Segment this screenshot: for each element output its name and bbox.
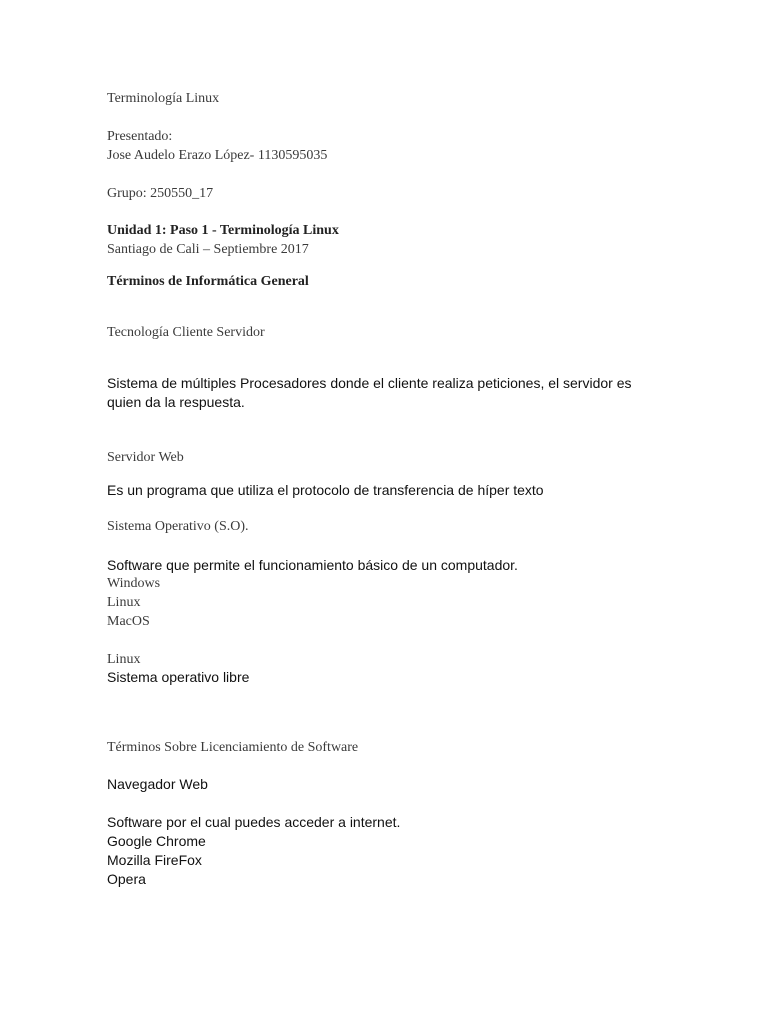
definition-client-server-line-2: quien da la respuesta. [107,394,245,410]
os-example-item: MacOS [107,614,150,629]
author-line: Jose Audelo Erazo López- 1130595035 [107,148,328,163]
term-client-server: Tecnología Cliente Servidor [107,325,265,340]
section-heading-licensing: Términos Sobre Licenciamiento de Software [107,740,359,755]
term-web-browser: Navegador Web [107,776,208,792]
group-line: Grupo: 250550_17 [107,186,214,201]
browser-example-item: Mozilla FireFox [107,852,202,868]
term-web-server: Servidor Web [107,450,184,465]
definition-linux: Sistema operativo libre [107,669,250,685]
browser-example-item: Opera [107,871,146,887]
section-heading-general: Términos de Informática General [107,274,309,289]
document-title: Terminología Linux [107,91,220,106]
os-example-item: Linux [107,595,141,610]
definition-web-server: Es un programa que utiliza el protocolo de transferencia de híper texto [107,482,544,498]
term-linux: Linux [107,652,141,667]
place-date: Santiago de Cali – Septiembre 2017 [107,242,309,257]
definition-operating-system: Software que permite el funcionamiento básico de un computador. [107,557,518,573]
definition-client-server-line-1: Sistema de múltiples Procesadores donde el cliente realiza peticiones, el servidor es [107,375,632,391]
definition-web-browser: Software por el cual puedes acceder a internet. [107,814,401,830]
os-example-item: Windows [107,576,161,591]
unit-heading: Unidad 1: Paso 1 - Terminología Linux [107,223,339,238]
browser-example-item: Google Chrome [107,833,206,849]
presented-label: Presentado: [107,129,173,144]
term-operating-system: Sistema Operativo (S.O). [107,519,249,534]
